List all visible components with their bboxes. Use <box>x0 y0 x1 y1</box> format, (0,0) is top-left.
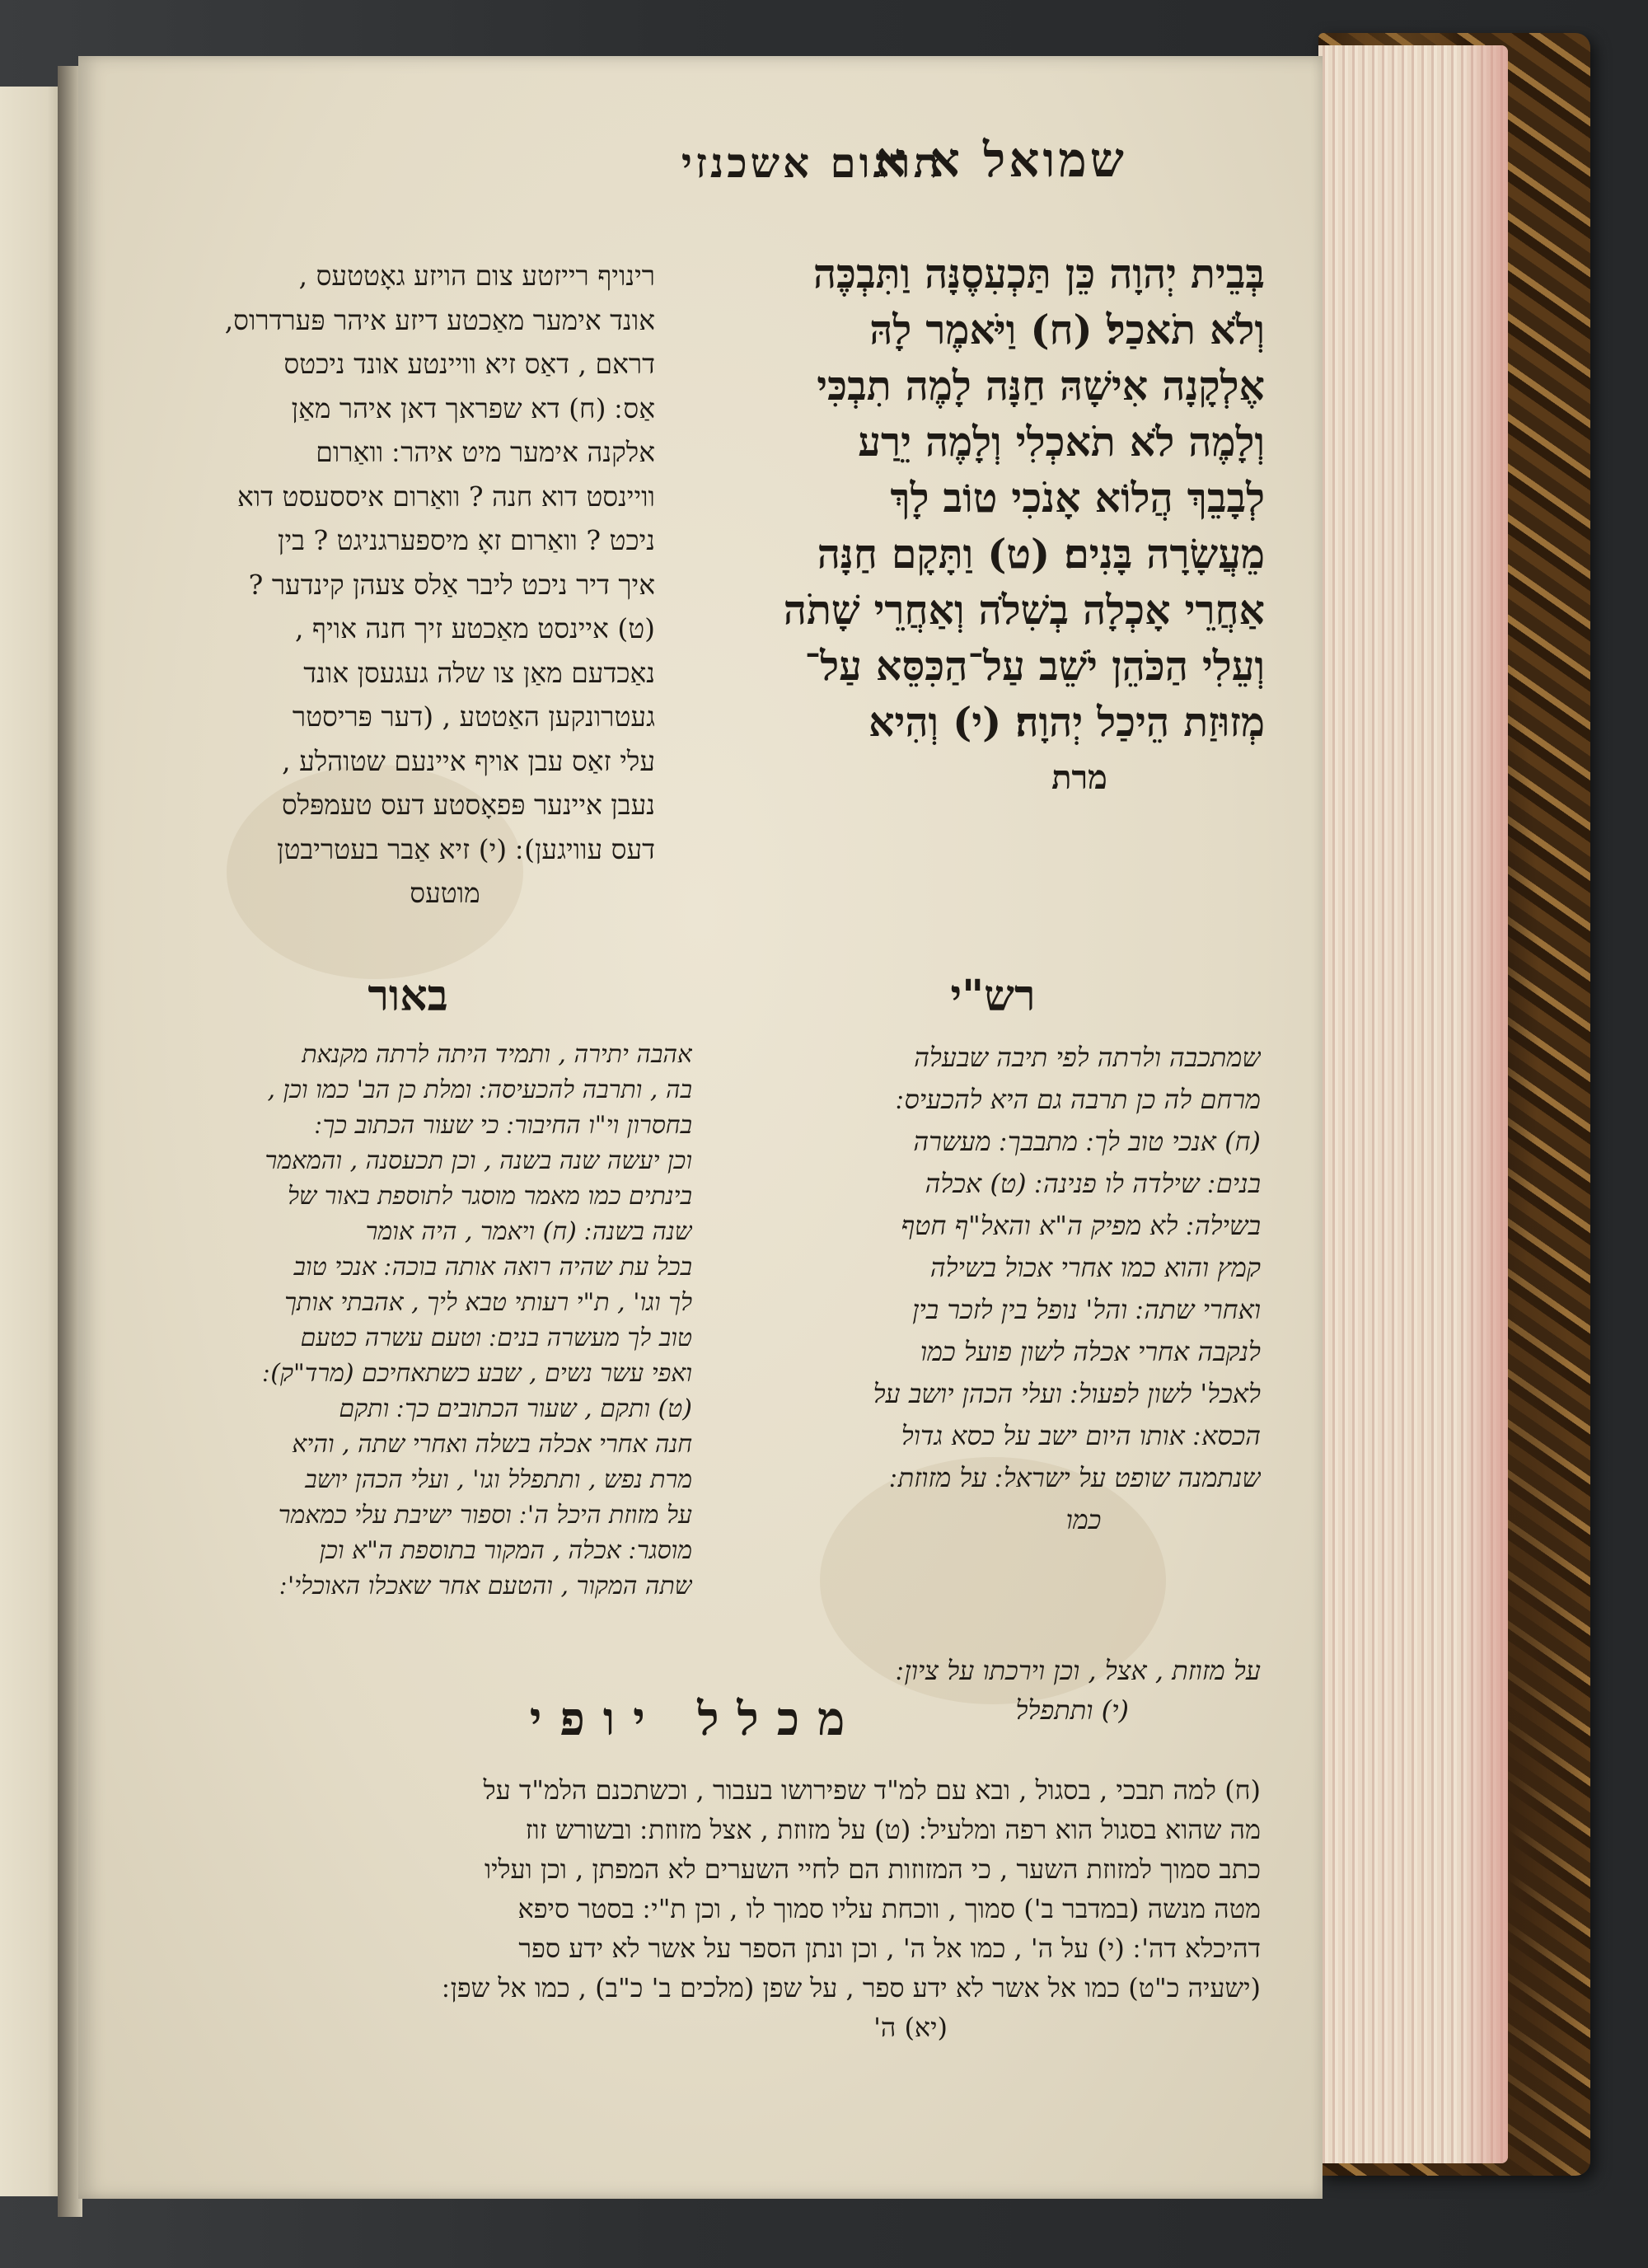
biur-line: על מזוזת היכל ה' ׃ וספור ישיבת עלי כמאמר <box>278 1501 692 1530</box>
translation-line: וויינסט דוא חנה ? וואַרום איססעסט דוא <box>236 480 655 513</box>
catchword: כמו <box>1065 1504 1102 1535</box>
rashi-line: קמץ והוא כמו אחרי אכול בשילה <box>929 1252 1261 1283</box>
mikhlal-line: (ישעיה כ"ט) כמו אל אשר לא ידע ספר , על שפן (מלכים ב' כ"ב) , כמו אל שפן ׃ <box>442 1972 1261 2003</box>
rashi-line: בנים ׃ שילדה לו פנינה ׃ (ט) אכלה <box>925 1168 1261 1199</box>
translation-line: ניכט ? וואַרום זאָ מיספערגניגט ? בין <box>278 524 655 556</box>
rashi-line: לאכל' לשון לפעול ׃ ועלי הכהן יושב על <box>873 1378 1261 1409</box>
rashi-tail-line: (י) ותתפלל <box>1015 1694 1129 1726</box>
translation-line: עלי זאַס עבן אויף איינעם שטוהלע , <box>282 744 655 777</box>
rashi-commentary <box>742 1037 1261 1541</box>
mikhlal-line: מטה מנשה (במדבר ב') סמוך , ווכחת עליו סמוך לו , וכן ת"י ׃ בסטר סיפא <box>517 1893 1261 1924</box>
biur-commentary <box>132 1037 692 1604</box>
mikhlal-line: (ח) למה תבכי , בסגול , ובא עם למ"ד שפירושו בעבור , וכשתכנם הלמ"ד על <box>483 1774 1261 1806</box>
text-line: אֶלְקָנָה אִישָׁהּ חַנָּה לָמֶה תִבְכִּי <box>817 362 1265 410</box>
mikhlal-yofi-heading: מכלל יופי <box>529 1692 864 1746</box>
page-edges <box>1318 45 1508 2163</box>
rashi-line: בשילה ׃ לא מפיק ה"א והאל"ף חטף <box>901 1210 1261 1241</box>
mikhlal-line: כתב סמוך למזוזת השער , כי המזוזות הם לחיי השערים לא המפתן , וכן ועליו <box>484 1853 1261 1885</box>
biur-line: בכל עת שהיה רואה אותה בוכה ׃ אנכי טוב <box>293 1253 692 1282</box>
biur-heading: באור <box>368 971 448 1021</box>
biur-line: מרת נפש , ותתפלל וגו' , ועלי הכהן יושב <box>305 1465 692 1494</box>
biur-line: בה , ותרבה להכעיסה ׃ ומלת כן הב' כמו וכן , <box>267 1075 692 1104</box>
biur-line: שתה המקור , והטעם אחר שאכלו האוכלי' ׃ <box>279 1572 692 1600</box>
running-title-book: שמואל א א <box>875 132 1127 188</box>
biur-line: אהבה יתירה , ותמיד היתה לרתה מקנאת <box>302 1040 692 1069</box>
text-line: בְּבֵית יְהוָה כֵּן תַּכְעִסֶנָּה וַתִּבְכֶּה <box>812 250 1265 298</box>
book-page <box>78 56 1323 2199</box>
translation-column <box>136 254 655 916</box>
biur-line: לך וגו' , ת"י רעותי טבא ליך , אהבתי אותך <box>284 1288 692 1317</box>
biur-line: וכן יעשה שנה בשנה , וכן תכעסנה , והמאמר <box>265 1146 692 1175</box>
biur-line: ואפי עשר נשים , שבע כשתאחיכם (מרד"ק) ׃ <box>262 1359 692 1388</box>
translation-line: דעס עוויגען) ׃ (י) זיא אַבר בעטריבטן <box>277 832 655 865</box>
translation-line: איך דיר ניכט ליבר אַלס צעהן קינדער ? <box>248 568 655 601</box>
biur-line: מוסגר ׃ אכלה , המקור בתוספת ה"א וכן <box>319 1536 692 1565</box>
biur-line: בחסרון וי"ו החיבור ׃ כי שעור הכתוב כך ׃ <box>315 1111 692 1140</box>
rashi-tail-line: על מזוזת , אצל , וכן וירכתו על ציון ׃ <box>896 1655 1261 1686</box>
biur-line: חנה אחרי אכלה בשלה ואחרי שתה , והיא <box>292 1430 692 1459</box>
text-line: וְלֹא תֹאכַל׃ (ח) וַיֹּאמֶר לָהּ <box>869 306 1265 354</box>
biur-line: בינתים כמו מאמר מוסגר לתוספת באור של <box>287 1182 692 1211</box>
running-title-translation: תרגום אשכנזי <box>681 138 943 187</box>
rashi-line: שמתכבה ולרתה לפי תיבה שבעלה <box>914 1042 1261 1073</box>
rashi-heading: רש"י <box>950 971 1036 1021</box>
translation-line: נאַכדעם מאַן צו שלה געגעסן אונד <box>303 656 655 689</box>
mikhlal-line: מה שהוא בסגול הוא רפה ומלעיל ׃ (ט) על מזוזת , אצל מזוזת ׃ ובשורש זוז <box>525 1814 1261 1845</box>
biur-line: טוב לך מעשרה בנים ׃ וטעם עשרה כטעם <box>300 1324 692 1352</box>
text-line: מֵעֲשָׂרָה בָּנִים׃ (ט) וַתָּקָם חַנָּה <box>817 530 1265 578</box>
translation-line: (ט) איינסט מאַכטע זיך חנה אויף , <box>294 612 655 644</box>
biur-line: (ט) ותקם , שעור הכתובים כך ׃ ותקם <box>339 1394 692 1423</box>
translation-line: געטרונקען האַטטע , (דער פּריסטר <box>292 701 655 733</box>
mikhlal-line: דהיכלא דה' ׃ (י) על ה' , כמו אל ה' , וכן ונתן הספר על אשר לא ידע ספר <box>518 1933 1261 1964</box>
text-line: וְלָמֶה לֹא תֹאכְלִי וְלָמֶה יֵרַע <box>858 418 1265 466</box>
mikhlal-yofi-notes <box>140 1770 1261 2047</box>
text-line: אַחֲרֵי אָכְלָה בְשִׁלֹה וְאַחֲרֵי שָׁתֹה <box>783 586 1265 634</box>
catchword: מרת <box>1051 758 1107 797</box>
translation-line: אונד אימער מאַכטע דיזע איהר פּערדרוס, <box>224 303 655 336</box>
biur-line: שנה בשנה ׃ (ח) ויאמר , היה אומר <box>365 1217 692 1246</box>
biblical-text-column <box>762 246 1265 806</box>
text-line: מְזוּזַת הֵיכַל יְהוָה׃ (י) וְהִיא <box>868 698 1265 746</box>
text-line: לְבָבֵךְ הֲלוֹא אָנֹכִי טוֹב לָךְ <box>890 474 1265 522</box>
rashi-line: (ח) אנכי טוב לך ׃ מתבבך ׃ מעשרה <box>913 1126 1261 1157</box>
translation-line: אלקנה אימער מיט איהר ׃ וואַרום <box>316 436 655 468</box>
text-line: וְעֵלִי הַכֹּהֵן יֹשֵׁב עַל־הַכִּסֵּא עַל־ <box>804 642 1265 690</box>
rashi-line: הכסא ׃ אותו היום ישב על כסא גדול <box>901 1420 1261 1451</box>
mikhlal-line: (יא) ה' <box>873 2012 948 2043</box>
catchword: מוטעס <box>410 877 480 909</box>
rashi-line: מרחם לה כן תרבה גם היא להכעיס ׃ <box>896 1084 1261 1115</box>
translation-line: נעבן איינער פּפאָסטע דעס טעמפּלס <box>281 789 655 821</box>
translation-line: אַס ׃ (ח) דא שפראך דאן איהר מאַן <box>291 391 655 424</box>
rashi-line: שנתמנה שופט על ישראל ׃ על מזוזת ׃ <box>889 1462 1261 1493</box>
translation-line: רינויף רייזטע צום הויזע גאָטטעס , <box>298 260 655 292</box>
translation-line: דראם , דאַס זיא וויינטע אונד ניכטס <box>283 348 655 380</box>
rashi-line: לנקבה אחרי אכלה לשון פועל כמו <box>920 1336 1261 1367</box>
rashi-line: ואחרי שתה ׃ והל' נופל בין לזכר בין <box>912 1294 1261 1325</box>
